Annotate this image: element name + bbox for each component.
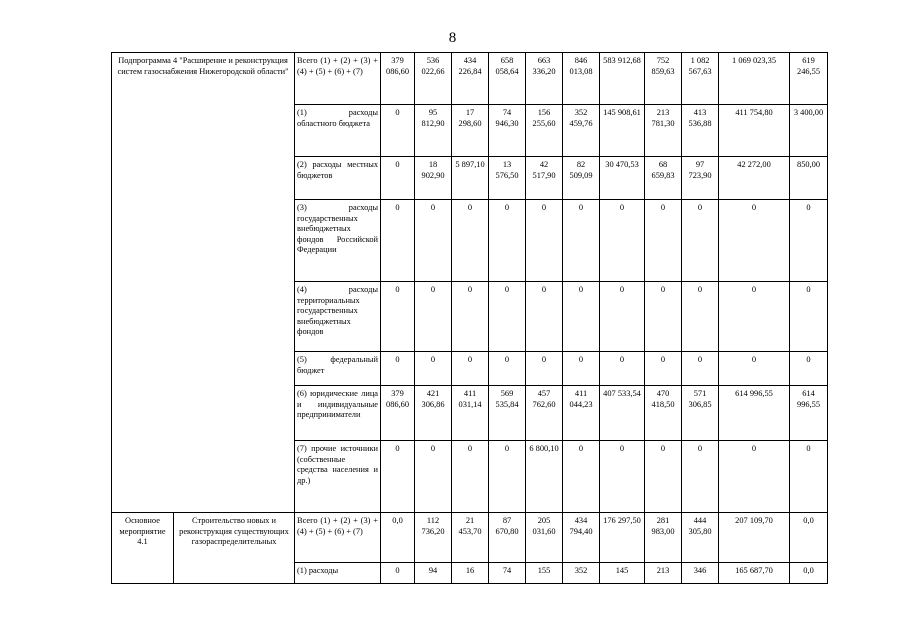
value-cell: 0: [645, 200, 682, 282]
value-cell: 457 762,60: [526, 386, 563, 441]
value-cell: 0,0: [790, 563, 828, 584]
value-cell: 0: [645, 282, 682, 352]
value-cell: 0: [563, 200, 600, 282]
value-cell: 0: [381, 563, 415, 584]
value-cell: 411 754,80: [719, 105, 790, 157]
value-cell: 0: [415, 200, 452, 282]
value-cell: 569 535,84: [489, 386, 526, 441]
value-cell: 0: [719, 441, 790, 513]
value-cell: 434 794,40: [563, 513, 600, 563]
value-cell: 0: [563, 352, 600, 386]
value-cell: 0: [489, 441, 526, 513]
value-cell: 0: [682, 282, 719, 352]
value-cell: 407 533,54: [600, 386, 645, 441]
value-cell: 0: [452, 352, 489, 386]
value-cell: 145 908,61: [600, 105, 645, 157]
value-cell: 850,00: [790, 157, 828, 200]
value-cell: 0: [381, 105, 415, 157]
value-cell: 0: [452, 441, 489, 513]
value-cell: 0: [563, 441, 600, 513]
funding-source-cell: (1) расходы областного бюджета: [295, 105, 381, 157]
value-cell: 0: [600, 282, 645, 352]
funding-source-cell: Всего (1) + (2) + (3) + (4) + (5) + (6) + (7): [295, 53, 381, 105]
value-cell: 0: [790, 352, 828, 386]
value-cell: 0: [719, 352, 790, 386]
value-cell: 21 453,70: [452, 513, 489, 563]
value-cell: 658 058,64: [489, 53, 526, 105]
value-cell: 434 226,84: [452, 53, 489, 105]
value-cell: 17 298,60: [452, 105, 489, 157]
value-cell: 1 082 567,63: [682, 53, 719, 105]
value-cell: 663 336,20: [526, 53, 563, 105]
value-cell: 352 459,76: [563, 105, 600, 157]
value-cell: 6 800,10: [526, 441, 563, 513]
value-cell: 614 996,55: [719, 386, 790, 441]
value-cell: 112 736,20: [415, 513, 452, 563]
value-cell: 614 996,55: [790, 386, 828, 441]
value-cell: 0: [600, 352, 645, 386]
value-cell: 0: [600, 200, 645, 282]
value-cell: 18 902,90: [415, 157, 452, 200]
table-row: [112, 513, 828, 563]
value-cell: 0: [790, 282, 828, 352]
value-cell: 176 297,50: [600, 513, 645, 563]
value-cell: 0: [489, 200, 526, 282]
value-cell: 536 022,66: [415, 53, 452, 105]
value-cell: 0: [645, 352, 682, 386]
measure-name-cell: Строительство новых и реконструкция существующих газораспределительных: [174, 513, 295, 584]
value-cell: 0: [719, 282, 790, 352]
value-cell: 470 418,50: [645, 386, 682, 441]
funding-source-cell: Всего (1) + (2) + (3) + (4) + (5) + (6) + (7): [295, 513, 381, 563]
value-cell: 16: [452, 563, 489, 584]
value-cell: 74: [489, 563, 526, 584]
value-cell: 583 912,68: [600, 53, 645, 105]
value-cell: 0: [682, 441, 719, 513]
value-cell: 571 306,85: [682, 386, 719, 441]
measure-number-cell: Основное мероприятие 4.1: [112, 513, 174, 584]
value-cell: 0: [526, 200, 563, 282]
subprogram-title-cell: Подпрограмма 4 "Расширение и реконструкция систем газоснабжения Нижегородской области": [112, 53, 295, 513]
value-cell: 0: [415, 352, 452, 386]
value-cell: 0: [790, 200, 828, 282]
value-cell: 95 812,90: [415, 105, 452, 157]
value-cell: 0: [381, 200, 415, 282]
value-cell: 0,0: [381, 513, 415, 563]
value-cell: 0: [682, 352, 719, 386]
value-cell: 0: [452, 200, 489, 282]
value-cell: 5 897,10: [452, 157, 489, 200]
value-cell: 13 576,50: [489, 157, 526, 200]
value-cell: 0: [790, 441, 828, 513]
value-cell: 0: [526, 282, 563, 352]
value-cell: 411 044,23: [563, 386, 600, 441]
funding-source-cell: (6) юридические лица и индивидуальные предприниматели: [295, 386, 381, 441]
value-cell: 0,0: [790, 513, 828, 563]
value-cell: 213 781,30: [645, 105, 682, 157]
value-cell: 379 086,60: [381, 53, 415, 105]
funding-source-cell: (4) расходы территориальных государственных внебюджетных фондов: [295, 282, 381, 352]
value-cell: 0: [563, 282, 600, 352]
value-cell: 413 536,88: [682, 105, 719, 157]
value-cell: 0: [381, 157, 415, 200]
value-cell: 0: [719, 200, 790, 282]
value-cell: 1 069 023,35: [719, 53, 790, 105]
value-cell: 0: [381, 441, 415, 513]
value-cell: 411 031,14: [452, 386, 489, 441]
value-cell: 156 255,60: [526, 105, 563, 157]
value-cell: 0: [489, 352, 526, 386]
value-cell: 87 670,80: [489, 513, 526, 563]
page-number: 8: [448, 30, 457, 46]
value-cell: 0: [415, 441, 452, 513]
value-cell: 145: [600, 563, 645, 584]
funding-source-cell: (5) федеральный бюджет: [295, 352, 381, 386]
value-cell: 94: [415, 563, 452, 584]
value-cell: 74 946,30: [489, 105, 526, 157]
value-cell: 421 306,86: [415, 386, 452, 441]
value-cell: 0: [381, 352, 415, 386]
funding-source-cell: (3) расходы государственных внебюджетных фондов Российской Федерации: [295, 200, 381, 282]
value-cell: 0: [381, 282, 415, 352]
funding-source-cell: (1) расходы: [295, 563, 381, 584]
value-cell: 0: [489, 282, 526, 352]
value-cell: 752 859,63: [645, 53, 682, 105]
table-row: [112, 53, 828, 105]
value-cell: 165 687,70: [719, 563, 790, 584]
value-cell: 281 983,00: [645, 513, 682, 563]
budget-table: [111, 52, 828, 584]
value-cell: 42 517,90: [526, 157, 563, 200]
value-cell: 207 109,70: [719, 513, 790, 563]
value-cell: 155: [526, 563, 563, 584]
value-cell: 0: [645, 441, 682, 513]
value-cell: 346: [682, 563, 719, 584]
value-cell: 82 509,09: [563, 157, 600, 200]
value-cell: 0: [415, 282, 452, 352]
funding-source-cell: (2) расходы местных бюджетов: [295, 157, 381, 200]
value-cell: 42 272,00: [719, 157, 790, 200]
value-cell: 379 086,60: [381, 386, 415, 441]
value-cell: 97 723,90: [682, 157, 719, 200]
value-cell: 0: [600, 441, 645, 513]
value-cell: 0: [452, 282, 489, 352]
value-cell: 0: [682, 200, 719, 282]
value-cell: 0: [526, 352, 563, 386]
funding-source-cell: (7) прочие источники (собственные средства населения и др.): [295, 441, 381, 513]
value-cell: 846 013,08: [563, 53, 600, 105]
value-cell: 30 470,53: [600, 157, 645, 200]
value-cell: 352: [563, 563, 600, 584]
value-cell: 68 659,83: [645, 157, 682, 200]
value-cell: 213: [645, 563, 682, 584]
value-cell: 619 246,55: [790, 53, 828, 105]
value-cell: 205 031,60: [526, 513, 563, 563]
value-cell: 444 305,80: [682, 513, 719, 563]
value-cell: 3 400,00: [790, 105, 828, 157]
